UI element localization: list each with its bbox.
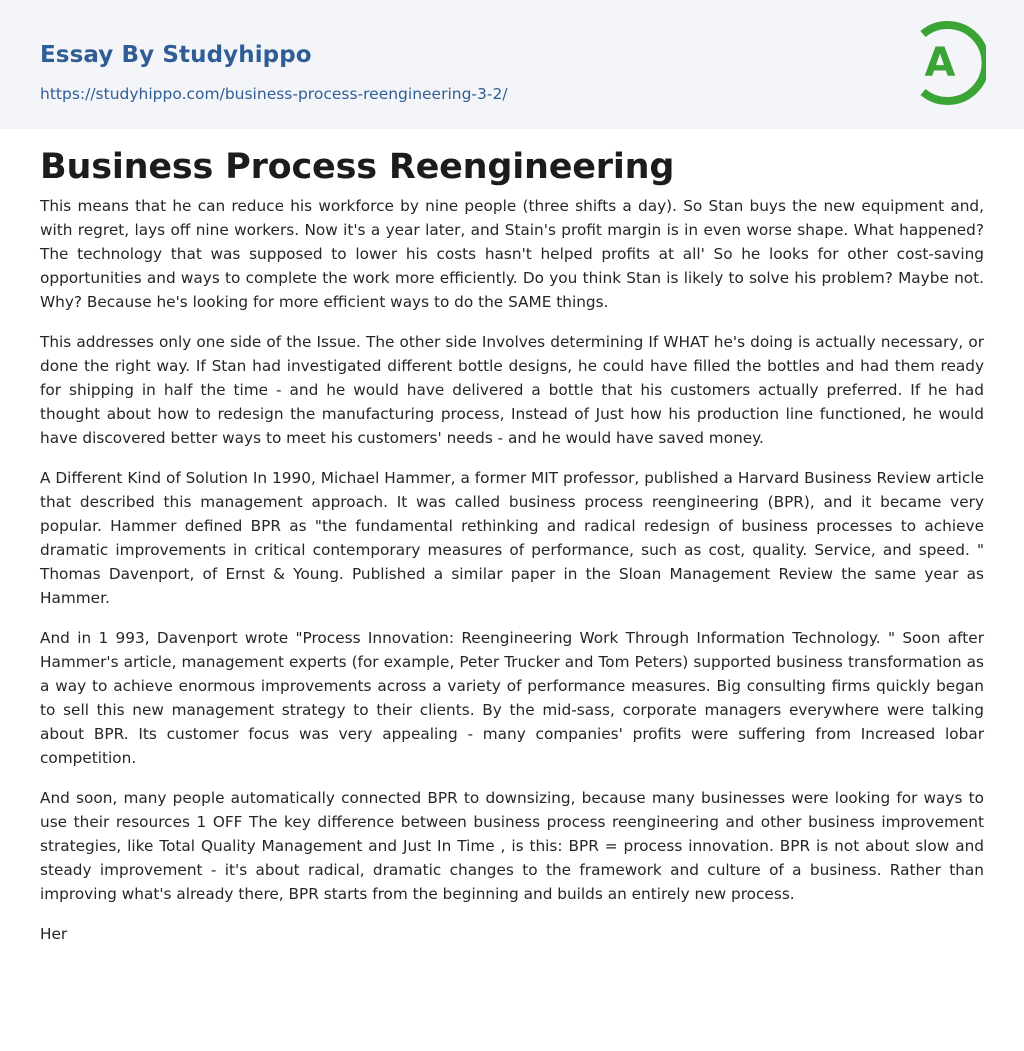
site-title[interactable]: Essay By Studyhippo xyxy=(40,42,312,68)
essay-paragraph: A Different Kind of Solution In 1990, Michael Hammer, a former MIT professor, published a Harvard Business Review article that described this management approach. It was called business process reengineering (BPR), and it became very popular. Hammer defined BPR as "the fundamental rethinking and radical redesign of business processes to achieve dramatic improvements in critical contemporary measures of performance, such as cost, quality. Service, and speed. " Thomas Davenport, of Ernst & Young. Published a similar paper in the Sloan Management Review the same year as Hammer. xyxy=(40,469,984,607)
site-header xyxy=(0,0,1024,129)
essay-paragraph: This addresses only one side of the Issue. The other side Involves determining If WHAT he's doing is actually necessary, or done the right way. If Stan had investigated different bottle designs, he could have filled the bottles and had them ready for shipping in half the time - and he would have delivered a bottle that his customers actually preferred. If he had thought about how to redesign the manufacturing process, Instead of Just how his production line functioned, he would have discovered better ways to meet his customers' needs - and he would have saved money. xyxy=(40,333,984,447)
page-title: Business Process Reengineering xyxy=(40,147,675,187)
essay-paragraph: Her xyxy=(40,925,68,943)
logo-letter: A xyxy=(924,40,956,86)
logo-ring-icon xyxy=(914,20,986,106)
essay-paragraph: And in 1 993, Davenport wrote "Process Innovation: Reengineering Work Through Information Technology. " Soon after Hammer's article, management experts (for example, Peter Trucker and Tom Peters) supported business transformation as a way to achieve enormous improvements across a variety of performance measures. Big consulting firms quickly began to sell this new management strategy to their clients. By the mid-sass, corporate managers everywhere were talking about BPR. Its customer focus was very appealing - many companies' profits were suffering from Increased lobar competition. xyxy=(40,629,984,767)
essay-paragraph: And soon, many people automatically connected BPR to downsizing, because many businesses were looking for ways to use their resources 1 OFF The key difference between business process reengineering and other business improvement strategies, like Total Quality Management and Just In Time , is this: BPR = process innovation. BPR is not about slow and steady improvement - it's about radical, dramatic changes to the framework and culture of a business. Rather than improving what's already there, BPR starts from the beginning and builds an entirely new process. xyxy=(40,789,984,903)
essay-body xyxy=(40,194,984,962)
studyhippo-logo[interactable] xyxy=(914,20,986,106)
essay-url-link[interactable]: https://studyhippo.com/business-process-reengineering-3-2/ xyxy=(40,85,508,103)
essay-paragraph: This means that he can reduce his workforce by nine people (three shifts a day). So Stan buys the new equipment and, with regret, lays off nine workers. Now it's a year later, and Stain's profit margin is in even worse shape. What happened? The technology that was supposed to lower his costs hasn't helped profits at all' So he looks for other cost-saving opportunities and ways to complete the work more efficiently. Do you think Stan is likely to solve his problem? Maybe not. Why? Because he's looking for more efficient ways to do the SAME things. xyxy=(40,197,984,311)
